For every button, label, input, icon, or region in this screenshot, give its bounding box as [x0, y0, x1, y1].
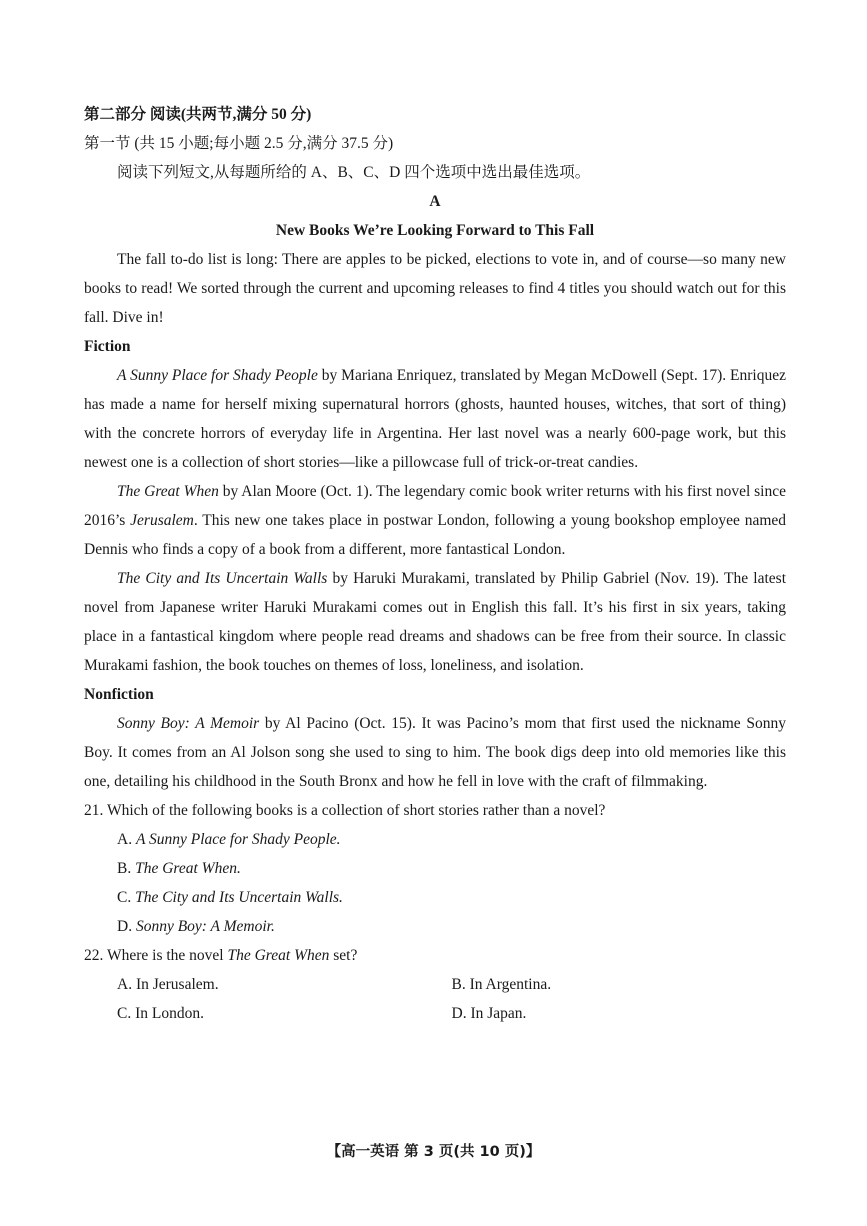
question-21-option-c	[84, 883, 786, 912]
stem-text: 22. Where is the novel	[84, 947, 228, 964]
question-21-option-b	[84, 854, 786, 883]
nonfiction-heading: Nonfiction	[84, 686, 154, 703]
book2-text-a: by Alan Moore (Oct. 1). The legendary comic book writer returns with his first novel since 2016’s	[84, 483, 786, 529]
part-title: 第二部分 阅读(共两节,满分 50 分)	[84, 106, 312, 123]
question-21-option-a	[84, 825, 786, 854]
book4-title: Sonny Boy: A Memoir	[117, 715, 260, 732]
book3-title: The City and Its Uncertain Walls	[117, 570, 328, 587]
book2-paragraph	[84, 477, 786, 564]
question-21-stem: 21. Which of the following books is a collection of short stories rather than a novel?	[84, 802, 606, 819]
question-22-options-row-1	[84, 970, 786, 999]
option-label: A.	[117, 831, 136, 848]
stem-text: set?	[329, 947, 358, 964]
option-text: A Sunny Place for Shady People.	[135, 831, 341, 848]
question-22-option-a: A. In Jerusalem.	[117, 976, 219, 993]
option-text: Sonny Boy: A Memoir.	[135, 918, 275, 935]
instruction: 阅读下列短文,从每题所给的 A、B、C、D 四个选项中选出最佳选项。	[117, 164, 591, 181]
question-22-stem	[84, 941, 786, 970]
stem-title: The Great When	[227, 947, 330, 964]
question-22-options-row-2	[84, 999, 786, 1028]
book1-paragraph	[84, 361, 786, 477]
book3-paragraph	[84, 564, 786, 680]
page-footer: 【高一英语 第 3 页(共 10 页)】	[326, 1144, 541, 1160]
option-label: D.	[117, 918, 136, 935]
book1-title: A Sunny Place for Shady People	[117, 367, 318, 384]
fiction-heading: Fiction	[84, 338, 131, 355]
book4-paragraph	[84, 709, 786, 796]
book2-title: The Great When	[117, 483, 219, 500]
question-22-option-d: D. In Japan.	[451, 1005, 527, 1022]
exam-page	[84, 100, 786, 1028]
option-text: The Great When.	[135, 860, 241, 877]
book2-text-b: . This new one takes place in postwar London, following a young bookshop employee named Dennis who finds a copy of a book from a different, more fantastical London.	[84, 512, 787, 558]
book3-text: by Haruki Murakami, translated by Philip Gabriel (Nov. 19). The latest novel from Japanese writer Haruki Murakami comes out in English this fall. It’s his first in six years, taking place in a fantastical kingdom where people read dreams and shadows can be free from their source. In classic Murakami fashion, the book touches on themes of loss, loneliness, and isolation.	[84, 570, 786, 674]
option-text: The City and Its Uncertain Walls.	[135, 889, 343, 906]
subsection-title: 第一节 (共 15 小题;每小题 2.5 分,满分 37.5 分)	[84, 135, 394, 152]
question-22-option-b: B. In Argentina.	[451, 976, 552, 993]
book1-text: by Mariana Enriquez, translated by Megan McDowell (Sept. 17). Enriquez has made a name for herself mixing supernatural horrors (ghosts, haunted houses, witches, that sort of thing) with the concrete horrors of everyday life in Argentina. Her last novel was a nearly 600-page work, but this newest one is a collection of short stories—like a pillowcase full of trick-or-treat candies.	[84, 367, 786, 471]
question-22-option-c: C. In London.	[117, 1005, 204, 1022]
question-21-option-d	[84, 912, 786, 941]
option-label: B.	[117, 860, 136, 877]
passage-letter: A	[429, 193, 441, 210]
passage-title: New Books We’re Looking Forward to This Fall	[275, 222, 595, 239]
book4-text: by Al Pacino (Oct. 15). It was Pacino’s mom that first used the nickname Sonny Boy. It comes from an Al Jolson song she used to sing to him. The book digs deep into old memories like this one, detailing his childhood in the South Bronx and how he fell in love with the craft of filmmaking.	[84, 715, 786, 790]
option-label: C.	[117, 889, 136, 906]
intro-paragraph: The fall to-do list is long: There are apples to be picked, elections to vote in, and of course—so many new books to read! We sorted through the current and upcoming releases to find 4 titles you should watch out for this fall. Dive in!	[84, 251, 786, 326]
book2-inner-title: Jerusalem	[130, 512, 194, 529]
